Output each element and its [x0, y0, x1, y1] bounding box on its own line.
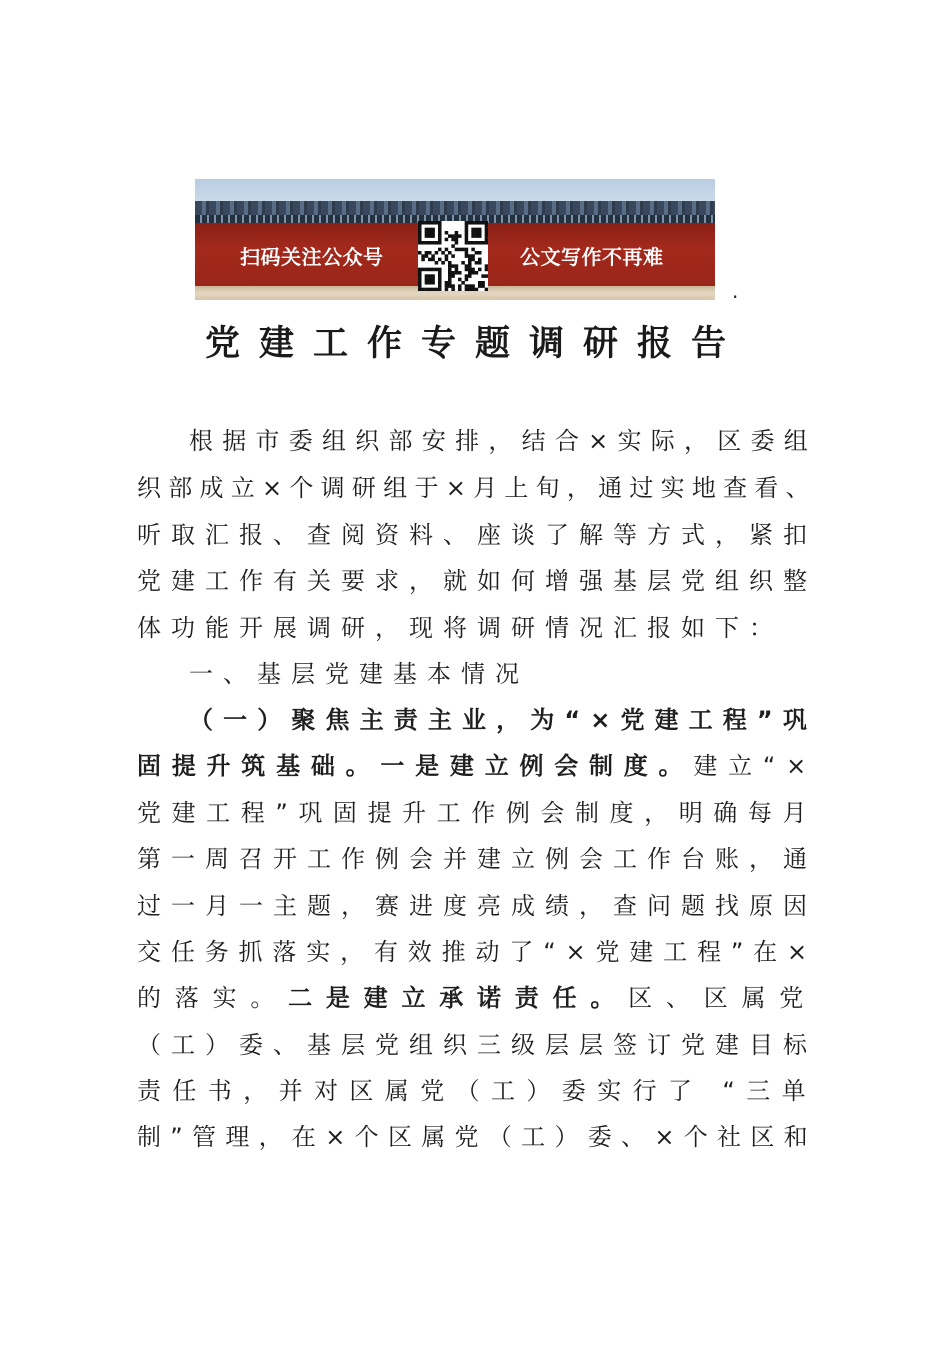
stray-dot: .: [732, 279, 739, 303]
body-text: 织部成立×个调研组于×月上旬，通过实地查看、: [137, 474, 817, 502]
body-line: [137, 793, 817, 828]
body-text: 区、区属党: [628, 984, 818, 1012]
body-line: [137, 1025, 817, 1060]
body-line: [137, 608, 783, 643]
body-line: [189, 421, 817, 456]
body-text: 建立“×: [693, 752, 817, 780]
bold-heading-text: （一）聚焦主责主业，为“×党建工程”巩: [189, 706, 817, 734]
body-text: 党建工程”巩固提升工作例会制度，明确每月: [137, 799, 818, 827]
document-title: 党建工作专题调研报告: [204, 324, 745, 364]
body-line: [189, 700, 817, 735]
banner-left-text: 扫码关注公众号: [240, 245, 384, 269]
header-banner: [195, 179, 715, 300]
body-line: [189, 654, 529, 689]
body-text: 交任务抓落实，有效推动了“×党建工程”在×: [137, 938, 817, 966]
body-line: [137, 561, 817, 596]
body-text: 的落实。: [137, 984, 289, 1012]
body-line: [137, 515, 817, 550]
body-line: [137, 839, 817, 874]
banner-right-text: 公文写作不再难: [520, 245, 664, 269]
body-line: [137, 886, 817, 921]
qr-code-icon[interactable]: [418, 221, 488, 291]
bold-heading-text: 固提升筑基础。一是建立例会制度。: [137, 752, 694, 780]
body-text: 一、基层党建基本情况: [189, 660, 529, 688]
banner-roof-tiles: [195, 201, 715, 215]
body-text: 根据市委组织部安排，结合×实际，区委组: [189, 427, 818, 455]
body-text: 第一周召开工作例会并建立例会工作台账，通: [137, 845, 817, 873]
body-text: （工）委、基层党组织三级层层签订党建目标: [137, 1031, 817, 1059]
body-line: [137, 1117, 817, 1152]
body-text: 体功能开展调研，现将调研情况汇报如下：: [137, 614, 783, 642]
bold-heading-text: 二是建立承诺责任。: [288, 984, 629, 1012]
body-line: [137, 1071, 817, 1106]
body-line: [137, 746, 817, 781]
body-line: [137, 932, 817, 967]
body-text: 责任书，并对区属党（工）委实行了 “三单: [137, 1077, 818, 1105]
body-text: 听取汇报、查阅资料、座谈了解等方式，紧扣: [137, 521, 817, 549]
body-text: 过一月一主题，赛进度亮成绩，查问题找原因: [137, 892, 817, 920]
body-line: [137, 978, 817, 1013]
body-text: 党建工作有关要求，就如何增强基层党组织整: [137, 567, 817, 595]
body-line: [137, 468, 817, 503]
body-text: 制”管理，在×个区属党（工）委、×个社区和: [137, 1123, 817, 1151]
